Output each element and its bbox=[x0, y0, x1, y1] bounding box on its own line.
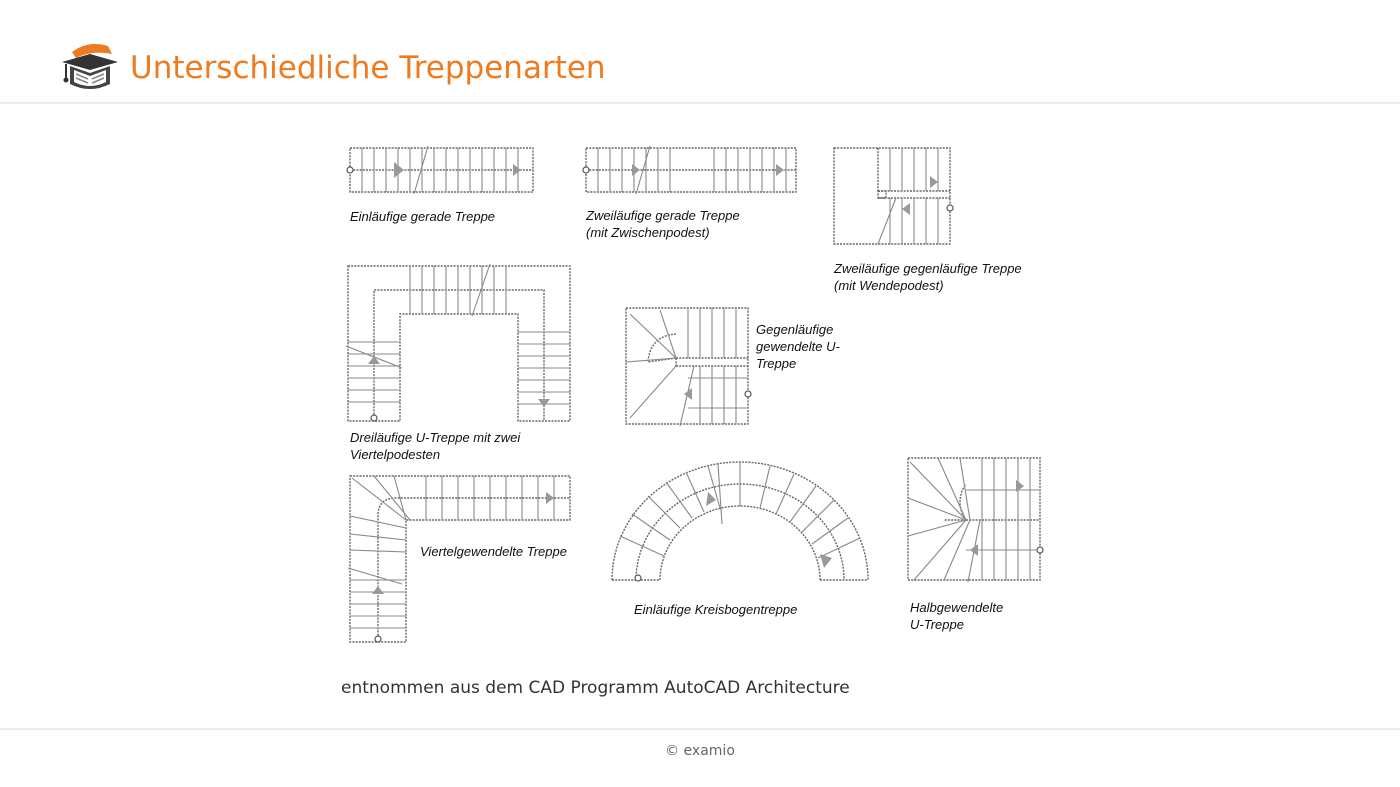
footer bbox=[0, 728, 1400, 787]
label-u-three-2: Viertelpodesten bbox=[350, 447, 441, 462]
label-counter-2: (mit Wendepodest) bbox=[834, 278, 944, 293]
straight-single-stair bbox=[347, 146, 533, 194]
label-quarter-turn: Viertelgewendelte Treppe bbox=[420, 544, 567, 559]
label-counter-1: Zweiläufige gegenläufige Treppe bbox=[834, 261, 1022, 276]
graduation-cap-logo-icon bbox=[58, 40, 120, 96]
arc-stair bbox=[612, 462, 868, 581]
quarter-turn-stair bbox=[348, 476, 570, 642]
label-straight-single: Einläufige gerade Treppe bbox=[350, 209, 496, 224]
label-half-turn-1: Halbgewendelte bbox=[910, 600, 1004, 615]
page-title: Unterschiedliche Treppenarten bbox=[130, 50, 606, 86]
label-counter-wound-3: Treppe bbox=[756, 356, 797, 371]
label-straight-double-2: (mit Zwischenpodest) bbox=[586, 225, 710, 240]
label-arc: Einläufige Kreisbogentreppe bbox=[634, 602, 798, 617]
counter-wound-u-stair bbox=[626, 308, 751, 426]
label-half-turn-2: U-Treppe bbox=[910, 617, 964, 632]
header bbox=[0, 0, 1400, 104]
copyright: © examio bbox=[665, 743, 735, 759]
stair-types-drawing bbox=[330, 136, 1060, 656]
label-counter-wound-2: gewendelte U- bbox=[756, 339, 840, 354]
half-turn-u-stair bbox=[908, 458, 1043, 582]
counter-flight-stair bbox=[834, 148, 953, 244]
label-straight-double-1: Zweiläufige gerade Treppe bbox=[586, 208, 740, 223]
source-note: entnommen aus dem CAD Programm AutoCAD Architecture bbox=[341, 678, 850, 698]
straight-double-stair bbox=[583, 146, 796, 194]
label-u-three-1: Dreiläufige U-Treppe mit zwei bbox=[350, 430, 521, 445]
label-counter-wound-1: Gegenläufige bbox=[756, 322, 834, 337]
three-flight-u-stair bbox=[346, 264, 570, 421]
